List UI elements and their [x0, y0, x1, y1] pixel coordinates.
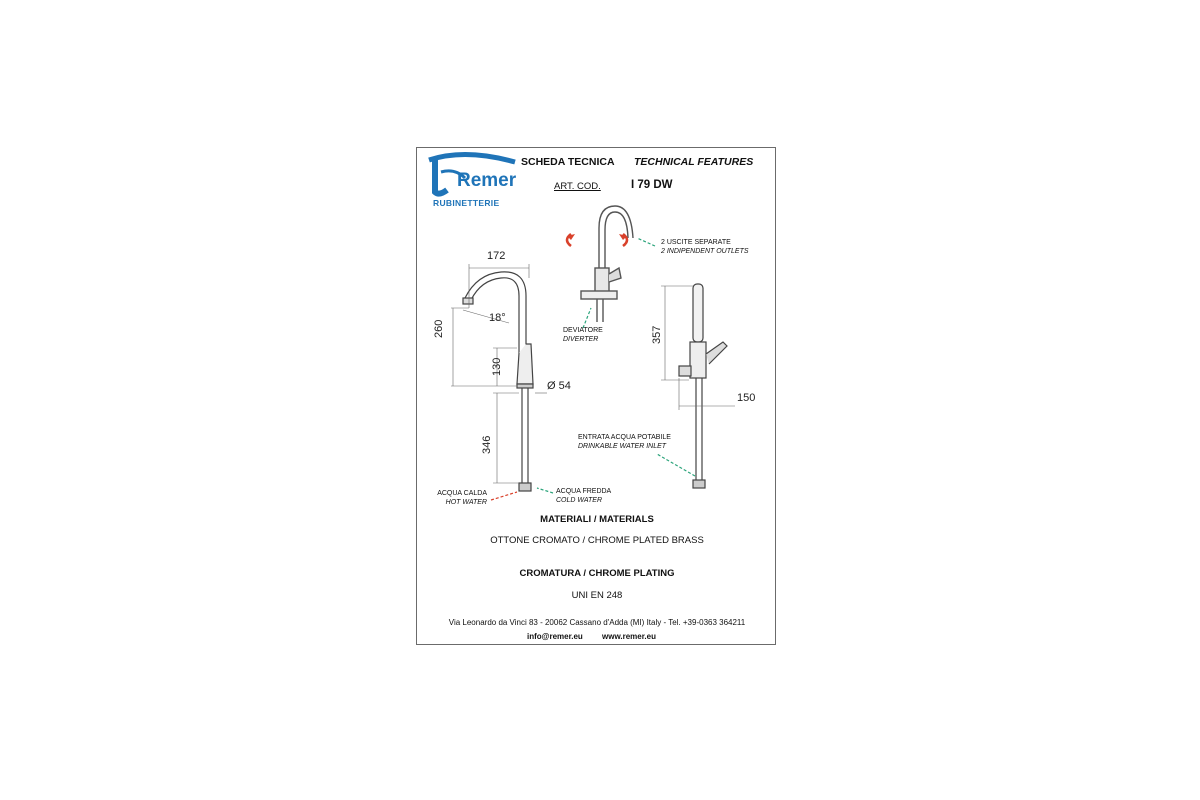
inlet-note-it: ENTRATA ACQUA POTABILE — [578, 434, 671, 441]
outlets-note — [661, 238, 749, 256]
inlet-note-en: DRINKABLE WATER INLET — [578, 443, 667, 450]
cold-water-note-en: COLD WATER — [556, 497, 603, 504]
dim-angle: 18° — [489, 312, 506, 324]
footer-address: Via Leonardo da Vinci 83 - 20062 Cassano d'Adda (MI) Italy - Tel. +39-0363 364211 — [448, 618, 746, 627]
diverter-note — [563, 326, 603, 344]
title-english: TECHNICAL FEATURES — [634, 156, 754, 168]
title-italian: SCHEDA TECNICA — [521, 156, 615, 168]
art-code-label: ART. COD. — [554, 181, 601, 192]
art-code-value: I 79 DW — [631, 179, 673, 191]
hot-water-note — [431, 489, 487, 507]
hot-water-note-it: ACQUA CALDA — [437, 490, 487, 497]
red-callout-line — [491, 492, 517, 500]
dim-side-height: 357 — [651, 325, 663, 344]
dim-diameter: Ø 54 — [547, 380, 571, 392]
materials-value: OTTONE CROMATO / CHROME PLATED BRASS — [490, 535, 704, 546]
hot-water-note-en: HOT WATER — [445, 499, 487, 506]
dim-side-tail: 150 — [737, 392, 756, 404]
brand-subtitle: RUBINETTERIE — [433, 198, 500, 208]
footer-email[interactable]: info@remer.eu — [527, 632, 583, 641]
side-view-drawing — [679, 284, 727, 488]
front-view-drawing — [463, 272, 533, 491]
technical-sheet — [416, 147, 776, 645]
diverter-note-it: DEVIATORE — [563, 327, 603, 334]
plating-title: CROMATURA / CHROME PLATING — [519, 568, 675, 579]
dim-body-height: 130 — [491, 357, 503, 376]
inlet-note — [578, 433, 671, 451]
materials-title: MATERIALI / MATERIALS — [540, 514, 654, 525]
dim-top-width: 172 — [487, 250, 506, 262]
outlets-note-it: 2 USCITE SEPARATE — [661, 239, 731, 246]
plating-value: UNI EN 248 — [571, 590, 623, 601]
diverter-note-en: DIVERTER — [563, 336, 599, 343]
footer-website[interactable]: www.remer.eu — [602, 632, 656, 641]
perspective-view-drawing — [567, 206, 633, 322]
cold-water-note-it: ACQUA FREDDA — [556, 488, 612, 495]
brand-name: Remer — [457, 170, 517, 191]
cold-water-note — [556, 487, 611, 505]
outlets-note-en: 2 INDIPENDENT OUTLETS — [661, 248, 749, 255]
dim-total-height: 260 — [433, 319, 445, 338]
dim-tail-length: 346 — [481, 435, 493, 454]
